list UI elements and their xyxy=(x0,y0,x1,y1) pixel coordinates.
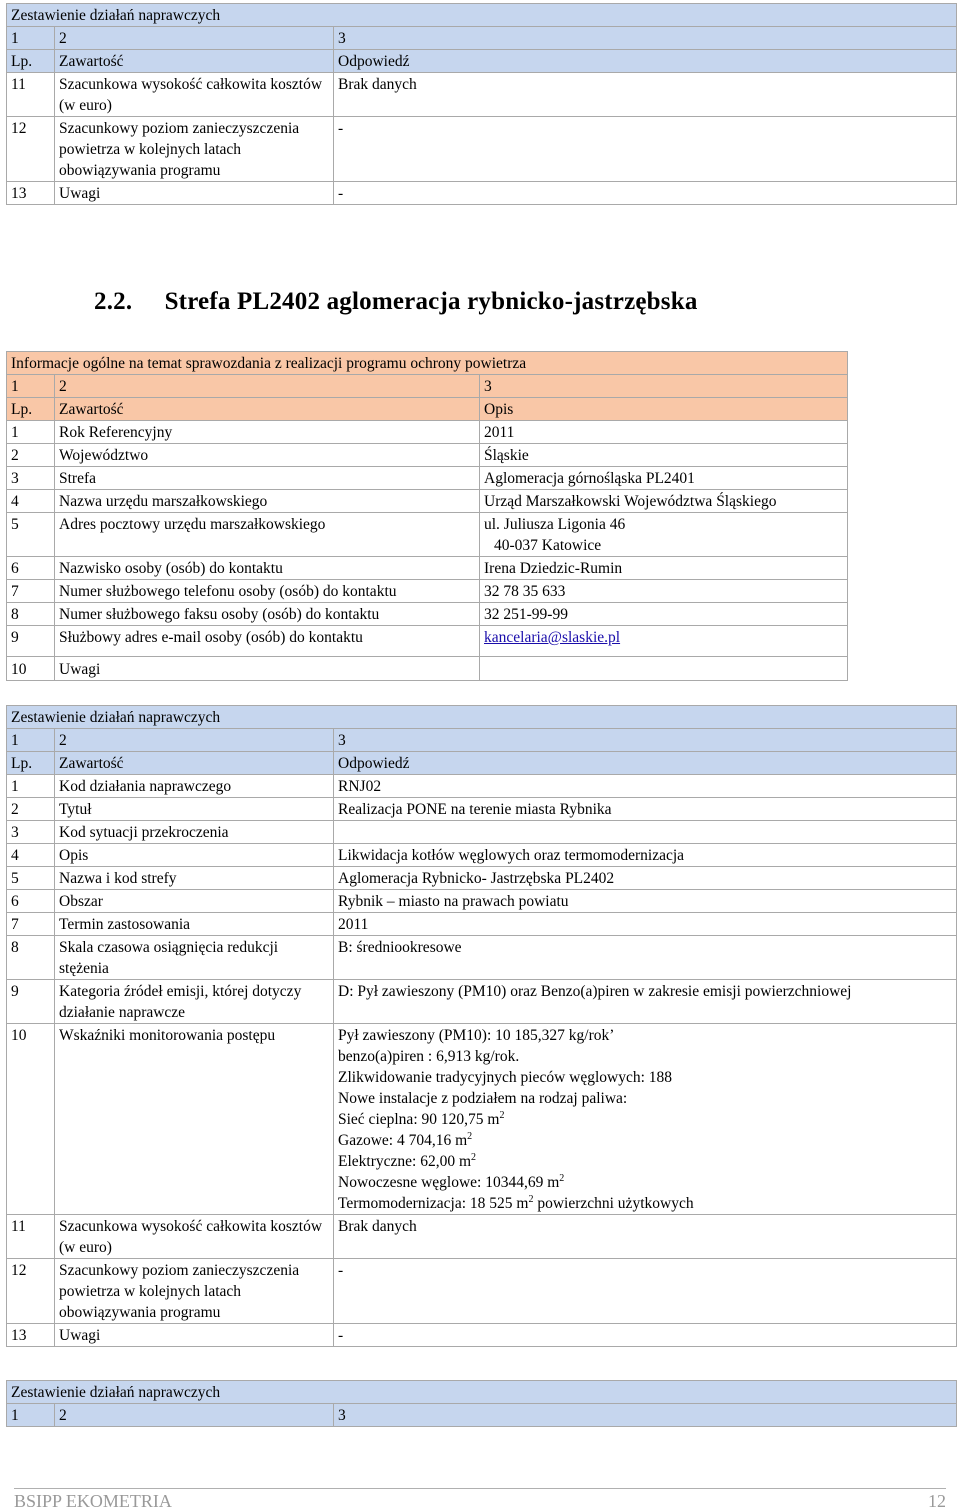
row-lp: 9 xyxy=(7,626,55,657)
row-label: Obszar xyxy=(55,890,334,913)
indicator-line: Termomodernizacja: 18 525 $m^2$ powierzchni użytkowych xyxy=(338,1193,694,1212)
row-value: Urząd Marszałkowski Województwa Śląskiego xyxy=(480,490,848,513)
indicator-line: Pył zawieszony (PM10): 10 185,327 kg/rok’ xyxy=(338,1027,615,1044)
table-row xyxy=(7,890,957,913)
col-header-lp: Lp. xyxy=(7,398,55,421)
table-row xyxy=(7,775,957,798)
section-number: 2.2. xyxy=(94,288,133,315)
row-lp: 1 xyxy=(7,421,55,444)
table-row xyxy=(7,867,957,890)
row-label: Numer służbowego telefonu osoby (osób) do kontaktu xyxy=(55,580,480,603)
col-header-answer: Odpowiedź xyxy=(334,752,957,775)
row-lp: 5 xyxy=(7,513,55,557)
general-info-table xyxy=(6,351,848,681)
col-number: 1 xyxy=(7,729,55,752)
row-value: 32 251-99-99 xyxy=(480,603,848,626)
col-number: 2 xyxy=(55,375,480,398)
row-lp: 11 xyxy=(7,73,55,117)
section-heading xyxy=(94,288,698,316)
table-row xyxy=(7,1259,957,1324)
table-row xyxy=(7,657,848,681)
table-row xyxy=(7,73,957,117)
row-value: Rybnik – miasto na prawach powiatu xyxy=(334,890,957,913)
col-number: 1 xyxy=(7,27,55,50)
row-value: D: Pył zawieszony (PM10) oraz Benzo(a)piren w zakresie emisji powierzchniowej xyxy=(334,980,957,1024)
row-value: - xyxy=(334,182,957,205)
row-value xyxy=(334,821,957,844)
row-label: Służbowy adres e-mail osoby (osób) do kontaktu xyxy=(55,626,480,657)
row-value: Śląskie xyxy=(480,444,848,467)
table-row xyxy=(7,557,848,580)
indicator-line: Gazowe: 4 704,16 $m^2$ xyxy=(338,1130,473,1149)
row-label: Rok Referencyjny xyxy=(55,421,480,444)
row-label: Strefa xyxy=(55,467,480,490)
row-label: Uwagi xyxy=(55,182,334,205)
row-value xyxy=(334,1024,957,1215)
row-value: Brak danych xyxy=(334,1215,957,1259)
table-row xyxy=(7,936,957,980)
col-header-description: Opis xyxy=(480,398,848,421)
col-number: 1 xyxy=(7,375,55,398)
row-value: - xyxy=(334,1324,957,1347)
row-value xyxy=(480,657,848,681)
row-lp: 6 xyxy=(7,890,55,913)
table-row xyxy=(7,980,957,1024)
table-title: Zestawienie działań naprawczych xyxy=(7,4,957,27)
row-label: Termin zastosowania xyxy=(55,913,334,936)
row-value: Aglomeracja górnośląska PL2401 xyxy=(480,467,848,490)
col-number: 3 xyxy=(334,1404,957,1427)
row-lp: 4 xyxy=(7,844,55,867)
page-number: 12 xyxy=(928,1491,946,1511)
row-lp: 9 xyxy=(7,980,55,1024)
row-label: Numer służbowego faksu osoby (osób) do kontaktu xyxy=(55,603,480,626)
row-lp: 2 xyxy=(7,798,55,821)
table-row xyxy=(7,182,957,205)
row-label: Opis xyxy=(55,844,334,867)
table-row xyxy=(7,626,848,657)
row-value: Likwidacja kotłów węglowych oraz termomodernizacja xyxy=(334,844,957,867)
table-row xyxy=(7,444,848,467)
table-row xyxy=(7,821,957,844)
col-number: 1 xyxy=(7,1404,55,1427)
row-value: RNJ02 xyxy=(334,775,957,798)
section-title: Strefa PL2402 aglomeracja rybnicko-jastrzębska xyxy=(164,288,698,315)
col-header-content: Zawartość xyxy=(55,50,334,73)
table-title: Zestawienie działań naprawczych xyxy=(7,706,957,729)
row-value: Brak danych xyxy=(334,73,957,117)
row-label: Wskaźniki monitorowania postępu xyxy=(55,1024,334,1215)
table-row xyxy=(7,1024,957,1215)
table-row xyxy=(7,490,848,513)
table-row xyxy=(7,421,848,444)
table-row xyxy=(7,513,848,557)
row-label: Kod sytuacji przekroczenia xyxy=(55,821,334,844)
row-label: Uwagi xyxy=(55,1324,334,1347)
table-row xyxy=(7,117,957,182)
row-lp: 13 xyxy=(7,1324,55,1347)
row-label: Kategoria źródeł emisji, której dotyczy działanie naprawcze xyxy=(55,980,334,1024)
row-label: Adres pocztowy urzędu marszałkowskiego xyxy=(55,513,480,557)
table-row xyxy=(7,580,848,603)
row-lp: 2 xyxy=(7,444,55,467)
row-lp: 10 xyxy=(7,1024,55,1215)
col-number: 2 xyxy=(55,27,334,50)
row-value: Irena Dziedzic-Rumin xyxy=(480,557,848,580)
col-header-answer: Odpowiedź xyxy=(334,50,957,73)
row-lp: 12 xyxy=(7,117,55,182)
row-label: Tytuł xyxy=(55,798,334,821)
row-lp: 10 xyxy=(7,657,55,681)
row-value xyxy=(480,626,848,657)
row-label: Województwo xyxy=(55,444,480,467)
row-value: 32 78 35 633 xyxy=(480,580,848,603)
row-label: Skala czasowa osiągnięcia redukcji stężenia xyxy=(55,936,334,980)
address-city: 40-037 Katowice xyxy=(494,537,602,554)
row-value: 2011 xyxy=(334,913,957,936)
row-lp: 1 xyxy=(7,775,55,798)
row-label: Nazwisko osoby (osób) do kontaktu xyxy=(55,557,480,580)
row-lp: 8 xyxy=(7,936,55,980)
email-link[interactable]: kancelaria@slaskie.pl xyxy=(484,629,621,646)
row-label: Szacunkowy poziom zanieczyszczenia powietrza w kolejnych latach obowiązywania programu xyxy=(55,117,334,182)
indicator-line: Sieć cieplna: 90 120,75 $m^2$ xyxy=(338,1109,505,1128)
address-street: ul. Juliusza Ligonia 46 xyxy=(484,516,626,533)
col-header-lp: Lp. xyxy=(7,752,55,775)
col-number: 3 xyxy=(334,729,957,752)
row-label: Szacunkowa wysokość całkowita kosztów (w euro) xyxy=(55,1215,334,1259)
indicator-line: Zlikwidowanie tradycyjnych pieców węglowych: 188 xyxy=(338,1069,673,1086)
table-row xyxy=(7,467,848,490)
row-lp: 7 xyxy=(7,913,55,936)
col-header-content: Zawartość xyxy=(55,398,480,421)
table-row xyxy=(7,1215,957,1259)
col-number: 3 xyxy=(480,375,848,398)
row-label: Szacunkowy poziom zanieczyszczenia powietrza w kolejnych latach obowiązywania programu xyxy=(55,1259,334,1324)
row-label: Nazwa i kod strefy xyxy=(55,867,334,890)
row-label: Nazwa urzędu marszałkowskiego xyxy=(55,490,480,513)
table-row xyxy=(7,603,848,626)
row-lp: 4 xyxy=(7,490,55,513)
indicator-line: Elektryczne: 62,00 $m^2$ xyxy=(338,1151,476,1170)
row-value: - xyxy=(334,117,957,182)
table-title: Informacje ogólne na temat sprawozdania z realizacji programu ochrony powietrza xyxy=(7,352,848,375)
indicator-line: benzo(a)piren : 6,913 kg/rok. xyxy=(338,1048,520,1065)
footer-company: BSIPP EKOMETRIA xyxy=(14,1491,172,1511)
indicator-line: Nowoczesne węglowe: 10344,69 $m^2$ xyxy=(338,1172,565,1191)
row-lp: 3 xyxy=(7,821,55,844)
table-row xyxy=(7,844,957,867)
indicator-line: Nowe instalacje z podziałem na rodzaj paliwa: xyxy=(338,1090,628,1107)
col-number: 3 xyxy=(334,27,957,50)
col-header-lp: Lp. xyxy=(7,50,55,73)
page-footer xyxy=(14,1488,946,1511)
row-lp: 12 xyxy=(7,1259,55,1324)
col-header-content: Zawartość xyxy=(55,752,334,775)
remedial-actions-table xyxy=(6,705,957,1347)
row-value: 2011 xyxy=(480,421,848,444)
row-label: Kod działania naprawczego xyxy=(55,775,334,798)
table-row xyxy=(7,798,957,821)
row-value: - xyxy=(334,1259,957,1324)
table-title: Zestawienie działań naprawczych xyxy=(7,1381,957,1404)
remedial-actions-table-next xyxy=(6,1380,957,1427)
row-lp: 8 xyxy=(7,603,55,626)
row-lp: 13 xyxy=(7,182,55,205)
row-value: B: średniookresowe xyxy=(334,936,957,980)
table-row xyxy=(7,913,957,936)
row-lp: 3 xyxy=(7,467,55,490)
row-label: Szacunkowa wysokość całkowita kosztów (w euro) xyxy=(55,73,334,117)
row-value: Aglomeracja Rybnicko- Jastrzębska PL2402 xyxy=(334,867,957,890)
row-label: Uwagi xyxy=(55,657,480,681)
row-value xyxy=(480,513,848,557)
row-lp: 11 xyxy=(7,1215,55,1259)
row-lp: 5 xyxy=(7,867,55,890)
row-lp: 7 xyxy=(7,580,55,603)
remedial-actions-table-continued xyxy=(6,3,957,205)
col-number: 2 xyxy=(55,1404,334,1427)
row-lp: 6 xyxy=(7,557,55,580)
row-value: Realizacja PONE na terenie miasta Rybnika xyxy=(334,798,957,821)
table-row xyxy=(7,1324,957,1347)
col-number: 2 xyxy=(55,729,334,752)
